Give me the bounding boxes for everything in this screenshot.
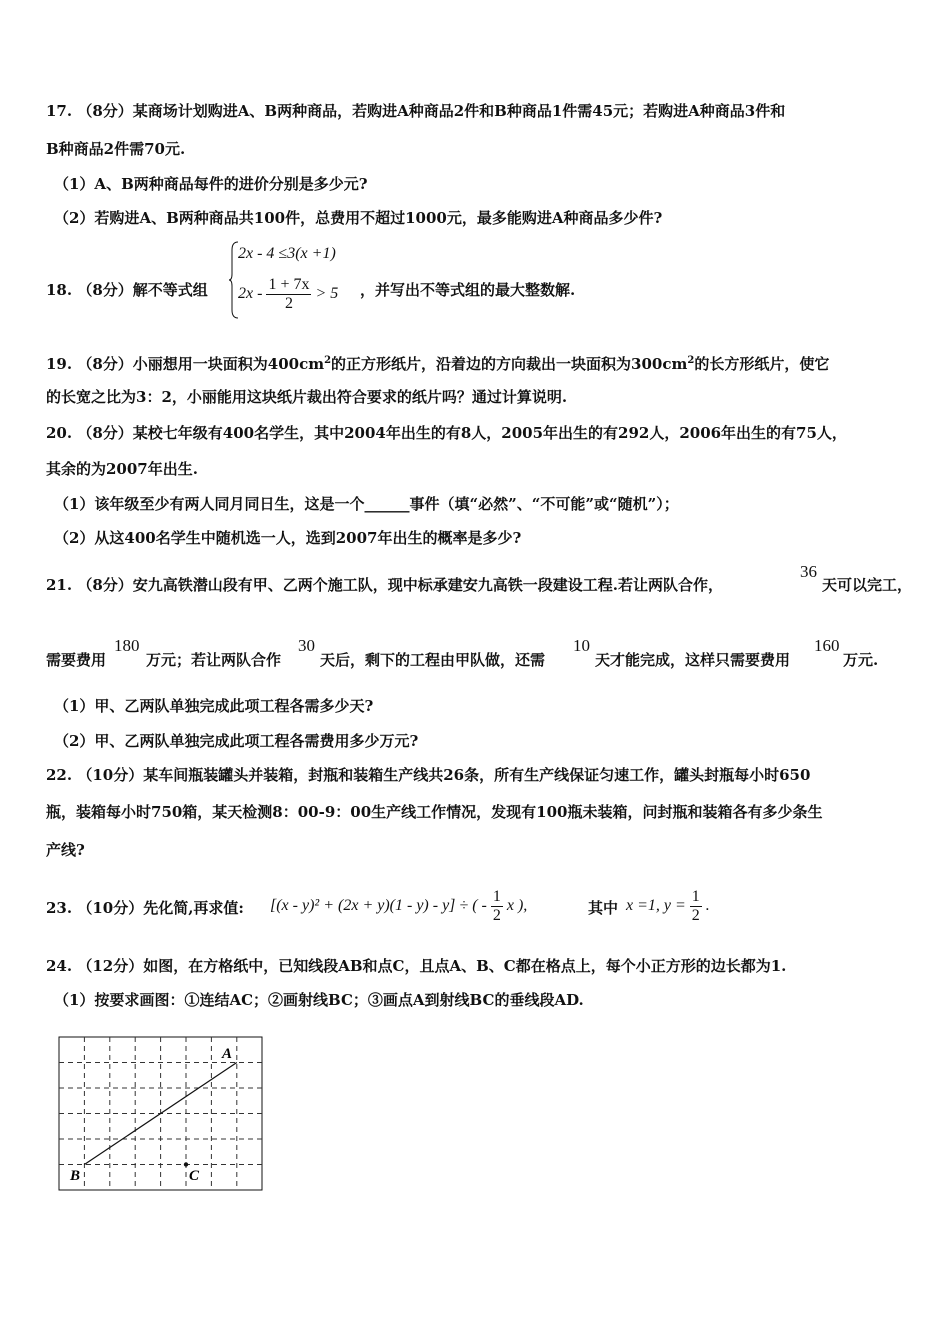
q21-days-30: 30 [298, 636, 315, 655]
q17-part1: （1）A、B两种商品每件的进价分别是多少元? [54, 175, 368, 193]
q20-part2: （2）从这400名学生中随机选一人，选到2007年出生的概率是多少? [54, 529, 522, 547]
q19-sup2: 2 [687, 355, 695, 366]
q21-cost-160: 160 [814, 636, 840, 655]
q19-text-b: 的正方形纸片，沿着边的方向裁出一块面积为300cm [331, 355, 688, 373]
q23-mid: 其中 [588, 899, 619, 917]
q21-part1: （1）甲、乙两队单独完成此项工程各需多少天? [54, 697, 374, 715]
q17-line2: B种商品2件需70元. [46, 140, 186, 158]
q23-fraction [491, 888, 503, 925]
q22-line3: 产线? [46, 841, 85, 859]
q23-expression [270, 884, 527, 928]
q18-fraction [266, 276, 311, 313]
q23-end: . [705, 897, 710, 914]
q18-inequality-1: 2x - 4 ≤3(x +1) [238, 245, 336, 262]
q21-line2-d: 天才能完成，这样只需要费用 [595, 651, 791, 669]
q21-line2-a: 需要费用 [46, 651, 107, 669]
q21-days-36: 36 [800, 562, 817, 581]
q19-line2: 的长宽之比为3：2，小丽能用这块纸片裁出符合要求的纸片吗？通过计算说明. [46, 388, 568, 406]
q19-text-c: 的长方形纸片，使它 [694, 355, 830, 373]
q20-part1: （1）该年级至少有两人同月同日生，这是一个______事件（填“必然”、“不可能”或“随机”）； [54, 495, 679, 513]
q18-ineq2-right: > 5 [315, 285, 339, 302]
q23-expr-end: x ), [506, 897, 528, 914]
q18-frac-num: 1 + 7x [268, 275, 310, 293]
q23-val-den: 2 [691, 906, 700, 924]
q18-prefix: 18. （8分）解不等式组 [46, 281, 208, 299]
q21-cost-180: 180 [114, 636, 140, 655]
q23-frac-den: 2 [492, 906, 501, 924]
grid-figure [58, 1036, 264, 1192]
q21-line2-e: 万元. [843, 651, 879, 669]
q18-frac-den: 2 [284, 294, 293, 312]
q23-condition [626, 884, 710, 928]
q19-line1 [46, 351, 829, 374]
q17-line1: 17. （8分）某商场计划购进A、B两种商品，若购进A种商品2件和B种商品1件需45元；若购进A种商品3件和 [46, 102, 786, 120]
q24-line1: 24. （12分）如图，在方格纸中，已知线段AB和点C，且点A、B、C都在格点上，每个小正方形的边长都为1. [46, 957, 787, 975]
q20-line1: 20. （8分）某校七年级有400名学生，其中2004年出生的有8人，2005年出生的有292人，2006年出生的有75人， [46, 424, 847, 442]
q18-ineq2-left: 2x - [238, 285, 263, 302]
q21-part2: （2）甲、乙两队单独完成此项工程各需费用多少万元? [54, 732, 419, 750]
q21-line1-text: 21. （8分）安九高铁潜山段有甲、乙两个施工队，现中标承建安九高铁一段建设工程.若让两队合作， [46, 576, 723, 594]
q18-inequality-2 [238, 274, 338, 314]
q21-line2-b: 万元；若让两队合作 [146, 651, 282, 669]
q19-text-a: 19. （8分）小丽想用一块面积为400cm [46, 355, 325, 373]
q23-expr: [(x - y)² + (2x + y)(1 - y) - y] ÷ ( - [270, 897, 487, 914]
q22-line2: 瓶，装箱每小时750箱，某天检测8：00-9：00生产线工作情况，发现有100瓶未装箱，问封瓶和装箱各有多少条生 [46, 803, 823, 821]
q19-sup1: 2 [324, 355, 332, 366]
label-c: C [189, 1168, 200, 1184]
q22-line1: 22. （10分）某车间瓶装罐头并装箱，封瓶和装箱生产线共26条，所有生产线保证匀速工作，罐头封瓶每小时650 [46, 766, 811, 784]
q23-frac-num: 1 [492, 887, 501, 905]
q21-line1-end: 天可以完工， [822, 576, 913, 594]
q20-line2: 其余的为2007年出生. [46, 460, 198, 478]
q17-part2: （2）若购进A、B两种商品共100件，总费用不超过1000元，最多能购进A种商品多少件? [54, 209, 663, 227]
q23-prefix: 23. （10分）先化简,再求值: [46, 899, 244, 917]
q21-days-10: 10 [573, 636, 590, 655]
q18-suffix: ，并写出不等式组的最大整数解. [360, 281, 576, 299]
q23-cond: x =1, y = [626, 897, 686, 914]
q24-part1: （1）按要求画图：①连结AC；②画射线BC；③画点A到射线BC的垂线段AD. [54, 991, 584, 1009]
q23-val-num: 1 [691, 887, 700, 905]
point-c [184, 1162, 188, 1166]
q21-line2-c: 天后，剩下的工程由甲队做，还需 [320, 651, 546, 669]
label-b: B [70, 1168, 81, 1184]
label-a: A [222, 1046, 233, 1062]
q23-value-fraction [690, 888, 702, 925]
